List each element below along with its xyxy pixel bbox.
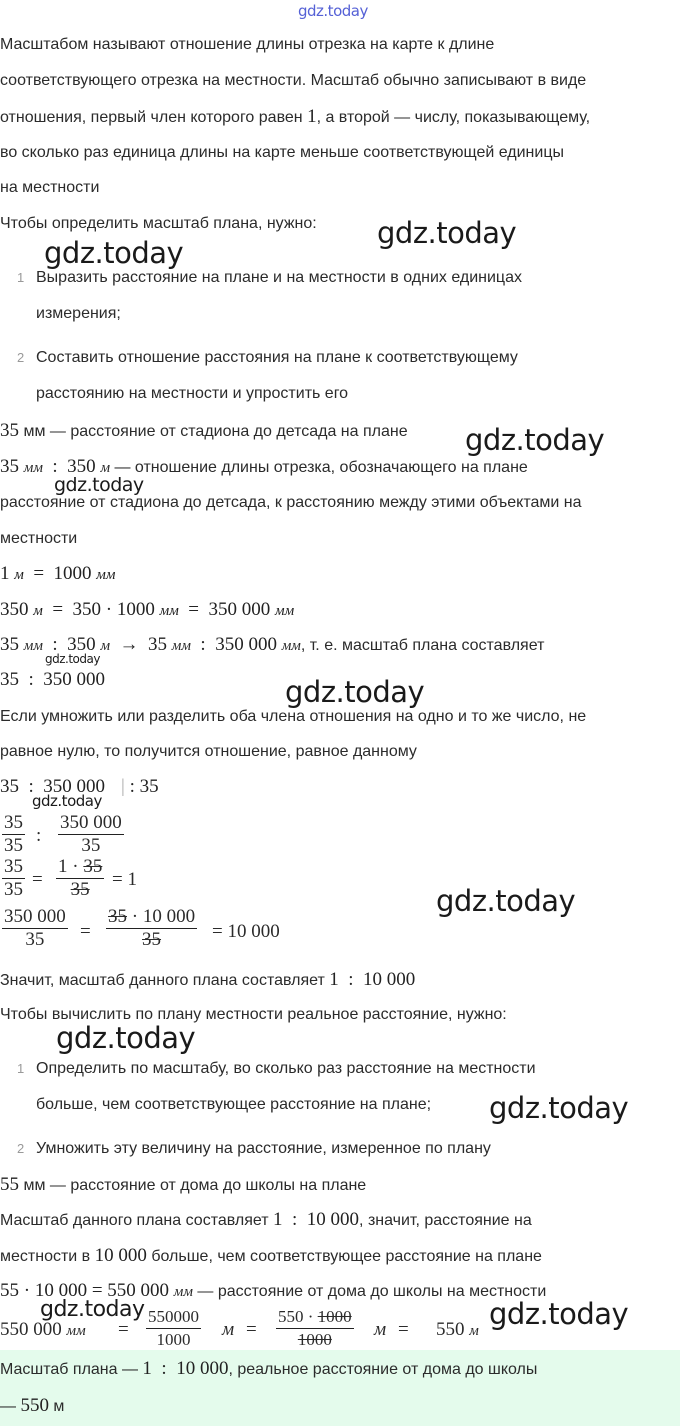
denominator: 35 [81, 835, 101, 856]
list-item: Определить по масштабу, во сколько раз расстояние на местности [36, 1060, 536, 1077]
text: , а второй — числу, показывающему, [316, 109, 591, 126]
text: местности в [0, 1248, 95, 1265]
rule-title: Чтобы вычислить по плану местности реальное расстояние, нужно: [0, 1006, 507, 1023]
intro-line [0, 105, 590, 130]
text: Значит, масштаб данного плана составляет [0, 972, 330, 989]
step-line [0, 562, 115, 587]
operator: = [118, 1319, 129, 1340]
math: = 1000 [23, 563, 97, 584]
unit: м [374, 1319, 387, 1340]
math: · 10 000 [127, 906, 196, 927]
conclusion-line [0, 968, 415, 993]
step-line [0, 1173, 366, 1198]
rule-line: равное нулю, то получится отношение, равное данному [0, 743, 417, 760]
watermark: gdz.today [32, 792, 102, 810]
unit: мм [281, 638, 301, 654]
math: = 350 · 1000 [42, 599, 160, 620]
watermark: gdz.today [377, 216, 517, 250]
unit: мм [23, 638, 43, 654]
math: : 350 000 [190, 634, 282, 655]
fraction [58, 812, 124, 857]
numerator: 35 [4, 812, 23, 833]
math: 350 [0, 599, 34, 620]
cancelled: 1000 [317, 1307, 352, 1326]
list-item: измерения; [36, 305, 121, 322]
math [436, 1318, 479, 1343]
list-number: 2 [17, 350, 25, 365]
numerator: 350 000 [4, 906, 66, 927]
math: → 35 [110, 634, 172, 655]
step-line [0, 1208, 532, 1233]
denominator: 35 [25, 929, 45, 950]
unit: мм [173, 1284, 193, 1300]
denominator: 35 [70, 879, 90, 900]
unit: мм [171, 638, 191, 654]
fraction [146, 1306, 201, 1351]
denominator: 1000 [297, 1330, 332, 1349]
unit: м [14, 567, 24, 583]
list-item: Выразить расстояние на плане и на местности в одних единицах [36, 269, 522, 286]
denominator: 35 [4, 835, 23, 856]
rule-title: Чтобы определить масштаб плана, нужно: [0, 215, 317, 232]
result: = 1 [112, 869, 137, 890]
watermark: gdz.today [56, 1021, 196, 1055]
list-number: 2 [17, 1141, 25, 1156]
text: больше, чем соответствующее расстояние на плане [146, 1248, 542, 1265]
text: , значит, расстояние на [359, 1212, 532, 1229]
operator: = [80, 921, 91, 942]
text: — отношение длины отрезка, обозначающего на плане [110, 459, 528, 476]
fraction [2, 856, 25, 901]
text: , реальное расстояние от дома до школы [228, 1361, 538, 1378]
operator: : [36, 825, 42, 846]
math: : 350 [42, 634, 101, 655]
list-item: больше, чем соответствующее расстояние на плане; [36, 1096, 432, 1113]
unit: мм [23, 460, 43, 476]
math: 55 · 10 000 = 550 000 [0, 1280, 174, 1301]
math: 35 [0, 634, 24, 655]
math: : 35 [124, 776, 159, 797]
text: мм — расстояние от стадиона до детсада на плане [19, 423, 408, 440]
math: 1 · [58, 856, 84, 877]
intro-line: во сколько раз единица длины на карте меньше соответствующей единицы [0, 144, 564, 161]
math: 1 [0, 563, 15, 584]
watermark: gdz.today [44, 236, 184, 270]
math: 550 [20, 1395, 49, 1416]
fraction [276, 1306, 354, 1351]
math: 35 : 350 000 [0, 776, 106, 797]
text: м [48, 1398, 65, 1415]
list-number: 1 [17, 1061, 25, 1076]
unit: мм [96, 567, 116, 583]
intro-line: Масштабом называют отношение длины отрезка на карте к длине [0, 36, 495, 53]
text: отношения, первый член которого равен [0, 109, 308, 126]
text: мм — расстояние от дома до школы на плане [19, 1177, 367, 1194]
fraction [2, 812, 25, 857]
math: 35 [0, 456, 24, 477]
watermark: gdz.today [436, 884, 576, 918]
watermark: gdz.today [489, 1297, 629, 1331]
denominator: 35 [142, 929, 162, 950]
text: , т. е. масштаб плана составляет [300, 637, 545, 654]
text: Масштаб плана — [0, 1361, 143, 1378]
numerator: 35 [4, 856, 23, 877]
numerator [276, 1306, 354, 1329]
operator: = [398, 1319, 409, 1340]
numerator: 550000 [146, 1306, 201, 1329]
math: 1 [307, 106, 317, 127]
list-item: Составить отношение расстояния на плане к соответствующему [36, 349, 518, 366]
fraction [56, 856, 104, 901]
math: = 350 000 [178, 599, 275, 620]
math: 1 : 10 000 [329, 969, 416, 990]
text: Масштаб данного плана составляет [0, 1212, 274, 1229]
step-line [0, 598, 294, 623]
unit: м [469, 1323, 479, 1339]
math: : 350 [42, 456, 101, 477]
intro-line: на местности [0, 179, 100, 196]
fraction [106, 906, 197, 951]
watermark: gdz.today [54, 474, 144, 496]
watermark: gdz.today [285, 675, 425, 709]
unit: мм [159, 603, 179, 619]
watermark: gdz.today [465, 423, 605, 457]
numerator [56, 856, 104, 879]
step-line: 35 : 350 000 [0, 669, 106, 690]
math: 550 · [278, 1307, 318, 1326]
math: 55 [0, 1174, 19, 1195]
math: 35 [0, 420, 19, 441]
cancelled: 35 [83, 856, 103, 877]
watermark: gdz.today [40, 1297, 145, 1322]
list-number: 1 [17, 270, 25, 285]
fraction [2, 906, 68, 951]
math: 1 : 10 000 [273, 1209, 360, 1230]
math: 550 000 [0, 1319, 67, 1340]
rule-line: Если умножить или разделить оба члена отношения на одно и то же число, не [0, 708, 587, 725]
watermark: gdz.today [45, 652, 100, 666]
step-line [0, 1244, 542, 1269]
text: — [0, 1398, 21, 1415]
intro-line: соответствующего отрезка на местности. Масштаб обычно записывают в виде [0, 72, 587, 89]
operator: = [246, 1319, 257, 1340]
watermark: gdz.today [489, 1091, 629, 1125]
cancelled: 35 [108, 906, 127, 927]
math: 10 000 [94, 1245, 147, 1266]
divider: | [121, 776, 125, 797]
denominator: 35 [4, 879, 23, 900]
numerator: 350 000 [60, 812, 122, 833]
list-item: расстоянию на местности и упростить его [36, 385, 349, 402]
unit: м [100, 460, 111, 476]
list-item: Умножить эту величину на расстояние, измеренное по плану [36, 1140, 491, 1157]
answer-line [0, 1357, 537, 1382]
unit: м [33, 603, 43, 619]
step-line: местности [0, 530, 78, 547]
unit: м [222, 1319, 235, 1340]
operator: = [32, 869, 43, 890]
result: = 10 000 [212, 921, 280, 942]
math [0, 1318, 86, 1343]
math: 550 [436, 1319, 470, 1340]
step-line: расстояние от стадиона до детсада, к расстоянию между этими объектами на [0, 494, 582, 511]
text: — расстояние от дома до школы на местности [192, 1283, 547, 1300]
unit: мм [66, 1323, 86, 1339]
math: 1 : 10 000 [142, 1358, 229, 1379]
unit: мм [275, 603, 295, 619]
answer-line [0, 1394, 64, 1419]
denominator: 1000 [156, 1330, 191, 1349]
unit: м [100, 638, 111, 654]
numerator [106, 906, 197, 929]
watermark: gdz.today [298, 2, 368, 20]
step-line [0, 419, 408, 444]
